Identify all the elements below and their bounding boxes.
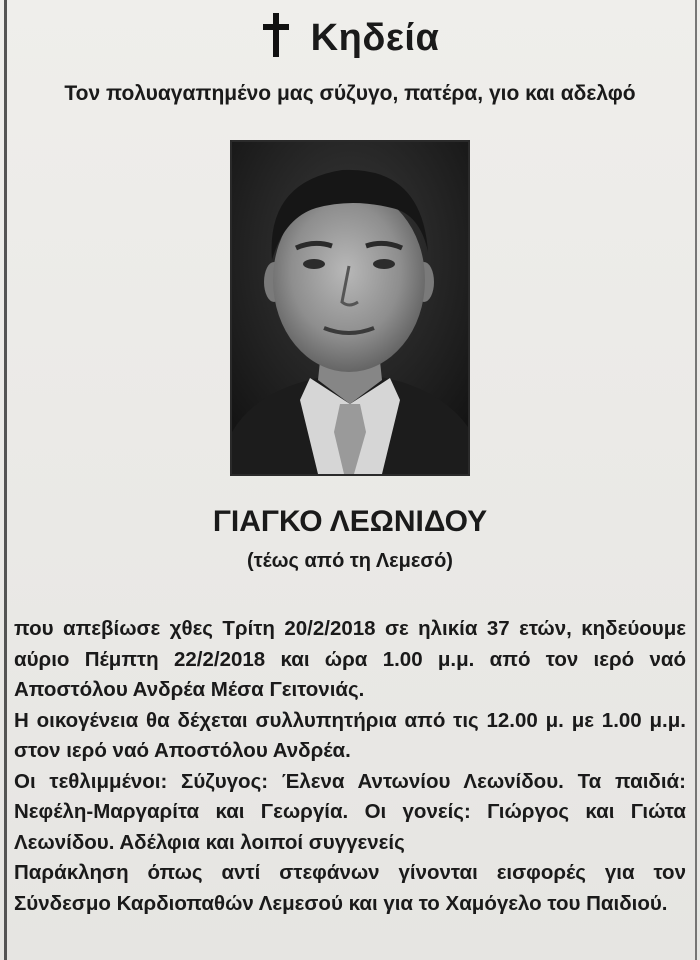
portrait-photo bbox=[230, 140, 470, 476]
notice-title: Κηδεία bbox=[310, 16, 440, 59]
notice-subtitle: Τον πολυαγαπημένο μας σύζυγο, πατέρα, γιο και αδελφό bbox=[64, 82, 636, 105]
deceased-name: ΓΙΑΓΚΟ ΛΕΩΝΙΔΟΥ bbox=[212, 505, 488, 538]
notice-paragraph: Οι τεθλιμμένοι: Σύζυγος: Έλενα Αντωνίου Λεωνίδου. Τα παιδιά: Νεφέλη-Μαργαρίτα και Γεωργία. Οι γονείς: Γιώργος και Γιώτα Λεωνίδου. Αδέλφια και λοιποί συγγενείς bbox=[14, 769, 686, 854]
page-edge-right bbox=[695, 0, 697, 960]
deceased-origin: (τέως από τη Λεμεσό) bbox=[247, 550, 453, 572]
cross-icon bbox=[261, 13, 291, 57]
notice-header bbox=[0, 16, 700, 60]
notice-paragraph: Παράκληση όπως αντί στεφάνων γίνονται εισφορές για τον Σύνδεσμο Καρδιοπαθών Λεμεσού και για το Χαμόγελο του Παιδιού. bbox=[14, 861, 686, 915]
page-edge-left bbox=[4, 0, 7, 960]
notice-paragraph: Η οικογένεια θα δέχεται συλλυπητήρια από τις 12.00 μ. με 1.00 μ.μ. στον ιερό ναό Αποστόλου Ανδρέα. bbox=[14, 708, 686, 762]
notice-body bbox=[14, 614, 686, 919]
notice-paragraph: που απεβίωσε χθες Τρίτη 20/2/2018 σε ηλικία 37 ετών, κηδεύουμε αύριο Πέμπτη 22/2/2018 και ώρα 1.00 μ.μ. από τον ιερό ναό Αποστόλου Ανδρέα Μέσα Γειτονιάς. bbox=[14, 617, 686, 701]
